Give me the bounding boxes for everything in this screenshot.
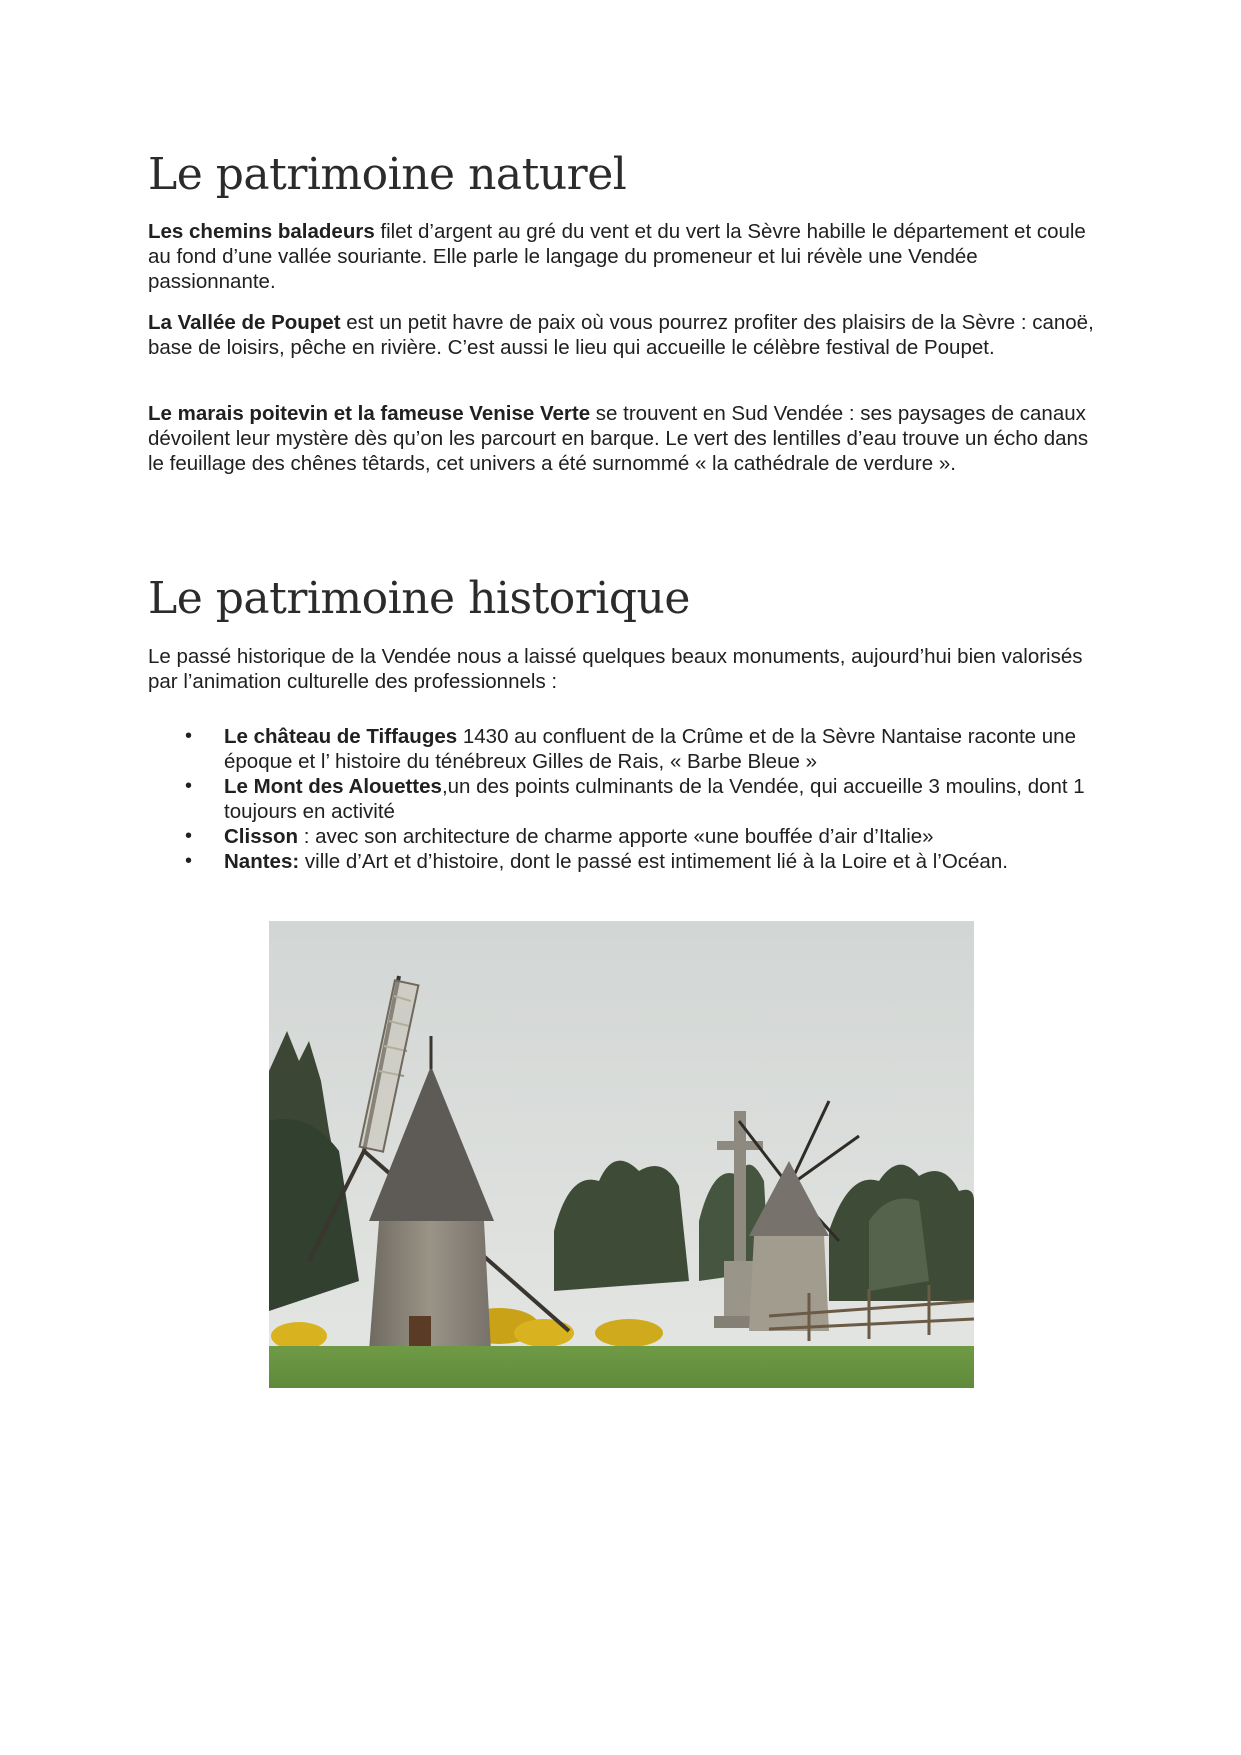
grass bbox=[269, 1346, 974, 1388]
windmill-door bbox=[409, 1316, 431, 1351]
paragraph-lead: La Vallée de Poupet bbox=[148, 311, 341, 334]
paragraph-lead: Les chemins baladeurs bbox=[148, 220, 375, 243]
paragraph-text: se trouvent en Sud Vendée : ses paysages de canaux dévoilent leur mystère dès qu’on les parcourt en barque. Le vert des lentilles d’eau trouve un écho dans le feuillage des chênes têtards, cet univers a été surnommé « la cathédrale de verdure ». bbox=[148, 402, 1089, 475]
monument-list bbox=[148, 724, 1108, 874]
list-item-lead: Le château de Tiffauges bbox=[224, 725, 458, 748]
list-item-text: 1430 au confluent de la Crûme et de la Sèvre Nantaise raconte une époque et l’ histoire du ténébreux Gilles de Rais, « Barbe Bleue » bbox=[224, 725, 1076, 773]
list-item-tiffauges bbox=[148, 724, 1108, 774]
paragraph-marais bbox=[148, 401, 1098, 476]
list-item-alouettes bbox=[148, 774, 1108, 824]
section-heading-naturel: Le patrimoine naturel bbox=[148, 149, 627, 200]
windmills-photo bbox=[269, 921, 974, 1388]
list-item-clisson bbox=[148, 824, 1108, 849]
paragraph-intro-historique: Le passé historique de la Vendée nous a laissé quelques beaux monuments, aujourd’hui bien valorisés par l’animation culturelle des professionnels : bbox=[148, 645, 1083, 693]
paragraph-lead: Le marais poitevin et la fameuse Venise Verte bbox=[148, 402, 591, 425]
list-item-lead: Clisson bbox=[224, 825, 299, 848]
list-item-lead: Le Mont des Alouettes bbox=[224, 775, 442, 798]
windmill-tower-right bbox=[749, 1236, 829, 1331]
list-item-text: : avec son architecture de charme apporte «une bouffée d’air d’Italie» bbox=[298, 825, 934, 848]
section-heading-historique: Le patrimoine historique bbox=[148, 573, 690, 624]
paragraph-poupet bbox=[148, 310, 1098, 360]
list-item-text: ville d’Art et d’histoire, dont le passé est intimement lié à la Loire et à l’Océan. bbox=[299, 850, 1008, 873]
paragraph-chemins bbox=[148, 219, 1098, 294]
list-item-lead: Nantes: bbox=[224, 850, 300, 873]
list-item-nantes bbox=[148, 849, 1108, 874]
list-item-text: ,un des points culminants de la Vendée, qui accueille 3 moulins, dont 1 toujours en activité bbox=[224, 775, 1085, 823]
paragraph-text: est un petit havre de paix où vous pourrez profiter des plaisirs de la Sèvre : canoë, base de loisirs, pêche en rivière. C’est aussi le lieu qui accueille le célèbre festival de Poupet. bbox=[148, 311, 1094, 359]
paragraph-text: filet d’argent au gré du vent et du vert la Sèvre habille le département et coule au fond d’une vallée souriante. Elle parle le langage du promeneur et lui révèle une Vendée passionnante. bbox=[148, 220, 1086, 293]
